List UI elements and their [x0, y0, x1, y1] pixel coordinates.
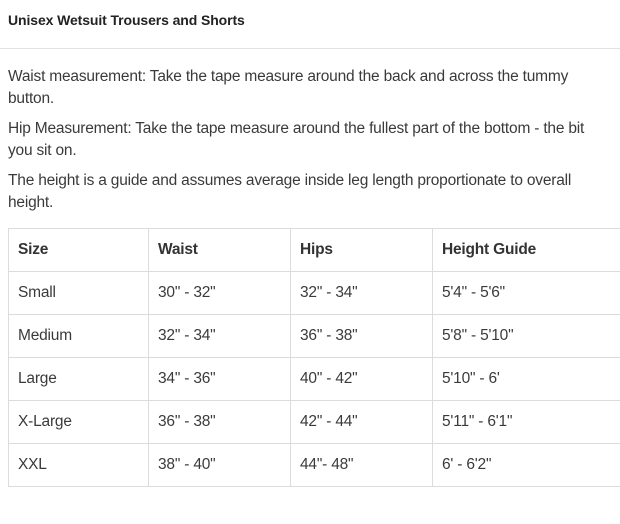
- header-waist: Waist: [149, 229, 291, 272]
- cell-waist: 32" - 34": [149, 315, 291, 358]
- page-header: [0, 0, 620, 49]
- cell-waist: 34" - 36": [149, 358, 291, 401]
- cell-waist: 30" - 32": [149, 272, 291, 315]
- cell-hips: 40" - 42": [291, 358, 433, 401]
- cell-waist: 36" - 38": [149, 401, 291, 444]
- cell-hips: 44"- 48": [291, 444, 433, 487]
- cell-size: XXL: [9, 444, 149, 487]
- hip-instruction: Hip Measurement: Take the tape measure around the fullest part of the bottom - the bit you sit on.: [8, 120, 585, 159]
- table-header-row: [9, 229, 620, 272]
- table-row: [9, 358, 620, 401]
- cell-height: 5'10" - 6': [433, 358, 620, 401]
- cell-height: 5'4" - 5'6": [433, 272, 620, 315]
- header-height-guide: Height Guide: [433, 229, 620, 272]
- table-row: [9, 444, 620, 487]
- cell-size: Medium: [9, 315, 149, 358]
- table-row: [9, 315, 620, 358]
- table-row: [9, 401, 620, 444]
- cell-hips: 36" - 38": [291, 315, 433, 358]
- page-title: Unisex Wetsuit Trousers and Shorts: [8, 12, 245, 28]
- height-instruction: The height is a guide and assumes average inside leg length proportionate to overall height.: [8, 172, 572, 211]
- size-chart-table: [8, 228, 620, 487]
- waist-instruction: Waist measurement: Take the tape measure around the back and across the tummy button.: [8, 68, 569, 107]
- cell-size: Large: [9, 358, 149, 401]
- header-size: Size: [9, 229, 149, 272]
- cell-height: 5'8" - 5'10": [433, 315, 620, 358]
- cell-waist: 38" - 40": [149, 444, 291, 487]
- cell-height: 5'11" - 6'1": [433, 401, 620, 444]
- table-row: [9, 272, 620, 315]
- cell-hips: 42" - 44": [291, 401, 433, 444]
- cell-height: 6' - 6'2": [433, 444, 620, 487]
- measurement-instructions: [0, 49, 620, 214]
- cell-size: X-Large: [9, 401, 149, 444]
- cell-hips: 32" - 34": [291, 272, 433, 315]
- cell-size: Small: [9, 272, 149, 315]
- header-hips: Hips: [291, 229, 433, 272]
